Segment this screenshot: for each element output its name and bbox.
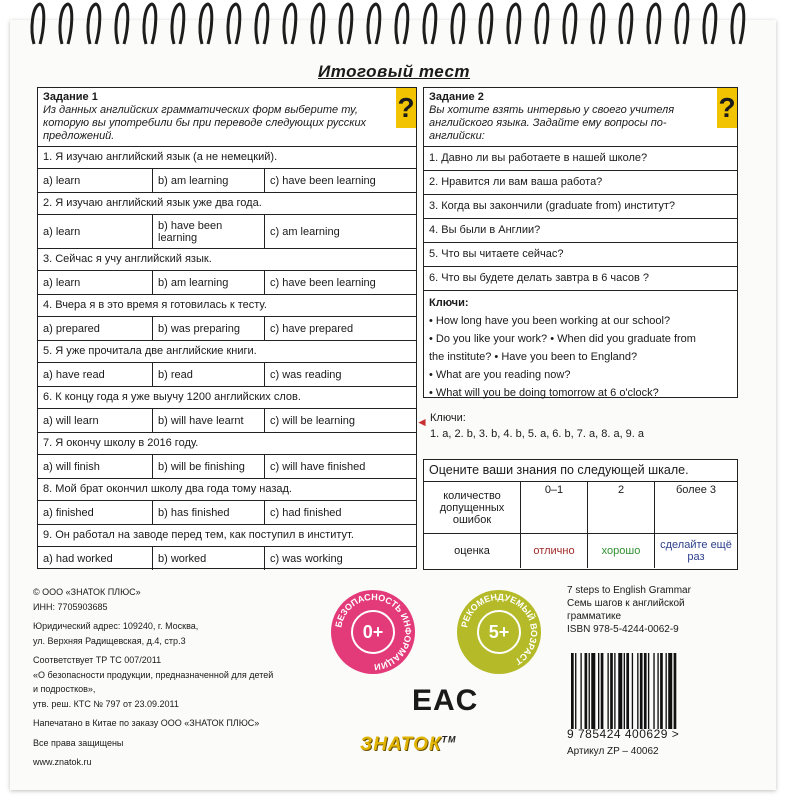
task2-question: 2. Нравится ли вам ваша работа?	[424, 170, 737, 194]
scale-errors-value: более 3	[655, 482, 738, 534]
task1-question: 3. Сейчас я учу английский язык.	[38, 248, 416, 270]
barcode-bar	[657, 653, 658, 729]
spiral-ring	[200, 4, 212, 44]
barcode-bar	[591, 653, 595, 729]
task1-options	[38, 454, 416, 478]
task1-keys-label: Ключи:	[430, 412, 466, 424]
grading-scale	[423, 459, 738, 570]
barcode-bar	[575, 653, 576, 729]
barcode-number: 9 785424 400629 >	[567, 727, 680, 741]
barcode	[567, 653, 711, 731]
task1-options	[38, 546, 416, 570]
barcode-bar	[580, 653, 581, 729]
arrow-left-icon: ◄	[416, 415, 428, 429]
scale-errors-value: 0–1	[521, 482, 588, 534]
spiral-ring	[676, 4, 688, 44]
barcode-bar	[618, 653, 622, 729]
book-info	[567, 584, 747, 636]
task1-option-c: c) have been learning	[270, 174, 376, 187]
task1-option-c: c) am learning	[270, 225, 340, 238]
website-link[interactable]: www.znatok.ru	[33, 757, 92, 767]
task1-option-b: b) will have learnt	[153, 409, 265, 432]
safety-badge-text: БЕЗОПАСНОСТЬ ИНФОРМАЦИИ	[333, 591, 414, 673]
task1-option-a: a) learn	[38, 215, 153, 248]
spiral-ring	[172, 4, 184, 44]
publisher-info-line: утв. реш. КТС № 797 от 23.09.2011	[33, 698, 179, 709]
book-info-line: 7 steps to English Grammar	[567, 585, 691, 596]
task1-option-b: b) am learning	[153, 271, 265, 294]
task2-key-line: • What are you reading now?	[429, 369, 571, 381]
barcode-bar	[624, 653, 625, 729]
spiral-ring	[116, 4, 128, 44]
task2-question: 4. Вы были в Англии?	[424, 218, 737, 242]
spiral-ring	[508, 4, 520, 44]
brand-logo	[360, 734, 457, 756]
spiral-ring	[620, 4, 632, 44]
task1-option-b: b) am learning	[153, 169, 265, 192]
scale-table	[424, 481, 737, 568]
publisher-info-line: Соответствует ТР ТС 007/2011	[33, 655, 162, 665]
task2-question: 1. Давно ли вы работаете в нашей школе?	[424, 146, 737, 170]
publisher-info-line: © ООО «ЗНАТОК ПЛЮС»	[33, 587, 141, 597]
task1-question: 5. Я уже прочитала две английские книги.	[38, 340, 416, 362]
publisher-info	[33, 586, 323, 771]
publisher-info-line: «О безопасности продукции, предназначенной для детей	[33, 669, 274, 680]
task2-questions	[424, 146, 737, 290]
spiral-ring	[452, 4, 464, 44]
barcode-bar	[601, 653, 604, 729]
spiral-ring	[256, 4, 268, 44]
task2-keys	[424, 290, 737, 405]
task1-option-a: a) have read	[38, 363, 153, 386]
task1-options	[38, 316, 416, 340]
page-title: Итоговый тест	[317, 62, 471, 81]
task1-options	[38, 500, 416, 524]
task1-option-c: c) have prepared	[270, 322, 354, 335]
task1-question: 4. Вчера я в это время я готовилась к тесту.	[38, 294, 416, 316]
barcode-bar	[571, 653, 574, 729]
task2-key-line: the institute? • Have you been to England?	[429, 351, 638, 363]
barcode-bar	[648, 653, 649, 729]
scale-grade-value: отлично	[521, 534, 588, 568]
task1-questions	[38, 146, 416, 570]
barcode-bar	[653, 653, 654, 729]
task2-instructions: Вы хотите взять интервью у своего учителя английского языка. Задайте ему вопросы по-английски:	[429, 104, 675, 142]
publisher-info-line: ИНН: 7705903685	[33, 601, 108, 612]
task2-heading: Задание 2	[429, 91, 484, 103]
barcode-bar	[610, 653, 613, 729]
spiral-ring	[592, 4, 604, 44]
task1-option-b: b) was preparing	[153, 317, 265, 340]
spiral-ring	[340, 4, 352, 44]
spiral-ring	[564, 4, 576, 44]
task2-key-line: • Do you like your work? • When did you graduate from	[429, 333, 696, 345]
spiral-ring	[144, 4, 156, 44]
task1-option-b: b) has finished	[153, 501, 265, 524]
book-info-line: Семь шагов к английской	[567, 598, 685, 609]
task1-options	[38, 270, 416, 294]
spiral-ring	[60, 4, 72, 44]
safety-badge-value: 0+	[351, 610, 395, 654]
task2-question: 5. Что вы читаете сейчас?	[424, 242, 737, 266]
spiral-ring	[312, 4, 324, 44]
spiral-ring	[536, 4, 548, 44]
task1-instructions: Из данных английских грамматических форм выберите ту, которую вы употребили бы при переводе следующих русских предложений.	[43, 104, 367, 142]
spiral-ring	[32, 4, 44, 44]
barcode-bar	[607, 653, 608, 729]
spiral-binding	[0, 0, 788, 52]
barcode-bar	[598, 653, 599, 729]
task1-option-c: c) was working	[270, 552, 343, 565]
barcode-bar	[637, 653, 638, 729]
publisher-info-line: Все права защищены	[33, 737, 124, 748]
task1-options	[38, 408, 416, 432]
question-mark-icon: ?	[396, 88, 416, 128]
age-badge	[457, 590, 541, 674]
task1-keys-values: 1. a, 2. b, 3. b, 4. b, 5. a, 6. b, 7. a, 8. a, 9. a	[430, 428, 645, 440]
publisher-info-line: и подростков»,	[33, 684, 96, 694]
task1-question: 7. Я окончу школу в 2016 году.	[38, 432, 416, 454]
book-info-line: ISBN 978-5-4244-0062-9	[567, 624, 679, 635]
spiral-ring	[480, 4, 492, 44]
barcode-bar	[614, 653, 615, 729]
task2-question: 6. Что вы будете делать завтра в 6 часов ?	[424, 266, 737, 290]
spiral-ring	[88, 4, 100, 44]
scale-errors-label: количество допущенных ошибок	[424, 482, 521, 534]
task1-option-c: c) had finished	[270, 506, 342, 519]
task1-option-a: a) prepared	[38, 317, 153, 340]
brand-name: ЗНАТОК	[360, 734, 442, 755]
publisher-info-line: ул. Верхняя Радищевская, д.4, стр.3	[33, 635, 186, 646]
task1-box	[37, 87, 417, 569]
spiral-ring	[732, 4, 744, 44]
task1-option-b: b) read	[153, 363, 265, 386]
task1-question: 6. К концу года я уже выучу 1200 английских слов.	[38, 386, 416, 408]
task1-option-a: a) will learn	[38, 409, 153, 432]
publisher-info-line: Юридический адрес: 109240, г. Москва,	[33, 621, 199, 631]
spiral-ring	[648, 4, 660, 44]
task1-question: 1. Я изучаю английский язык (а не немецкий).	[38, 146, 416, 168]
age-badge-text: РЕКОМЕНДУЕМЫЙ ВОЗРАСТ	[459, 591, 540, 667]
task1-option-a: a) will finish	[38, 455, 153, 478]
task2-key-line: • What will you be doing tomorrow at 6 o'clock?	[429, 387, 659, 399]
task1-question: 9. Он работал на заводе перед тем, как поступил в институт.	[38, 524, 416, 546]
task1-option-b: b) worked	[153, 547, 265, 570]
spiral-ring	[424, 4, 436, 44]
task1-options	[38, 214, 416, 248]
scale-grade-label: оценка	[424, 534, 521, 568]
task1-options	[38, 168, 416, 192]
scale-heading: Оцените ваши знания по следующей шкале.	[429, 463, 689, 477]
age-badge-value: 5+	[477, 610, 521, 654]
barcode-bar	[644, 653, 647, 729]
barcode-bar	[640, 653, 643, 729]
spiral-ring	[228, 4, 240, 44]
barcode-bar	[626, 653, 629, 729]
spiral-ring	[396, 4, 408, 44]
publisher-info-line: Напечатано в Китае по заказу ООО «ЗНАТОК ПЛЮС»	[33, 718, 260, 728]
spiral-ring	[368, 4, 380, 44]
task1-options	[38, 362, 416, 386]
safety-badge	[331, 590, 415, 674]
question-mark-icon: ?	[717, 88, 737, 128]
task1-option-b: b) will be finishing	[153, 455, 265, 478]
barcode-bar	[660, 653, 663, 729]
task1-option-b: b) have been learning	[153, 215, 265, 248]
barcode-bar	[585, 653, 588, 729]
barcode-bar	[632, 653, 633, 729]
task2-intro	[424, 88, 737, 146]
spiral-ring	[284, 4, 296, 44]
scale-errors-value: 2	[588, 482, 655, 534]
trademark: TM	[441, 734, 457, 745]
task1-option-c: c) will have finished	[270, 460, 366, 473]
task1-heading: Задание 1	[43, 91, 98, 103]
task1-option-a: a) learn	[38, 169, 153, 192]
eac-mark: EAC	[412, 684, 479, 717]
scale-grade-value: сделайте ещё раз	[655, 534, 738, 568]
task1-option-c: c) will be learning	[270, 414, 355, 427]
task2-keys-label: Ключи:	[429, 297, 469, 309]
task1-question: 8. Мой брат окончил школу два года тому назад.	[38, 478, 416, 500]
task1-intro	[38, 88, 416, 146]
task1-option-a: a) learn	[38, 271, 153, 294]
barcode-bar	[668, 653, 672, 729]
barcode-bar	[589, 653, 590, 729]
task1-keys	[416, 410, 645, 442]
task2-key-line: • How long have you been working at our school?	[429, 315, 671, 327]
task1-option-a: a) finished	[38, 501, 153, 524]
barcode-bar	[674, 653, 677, 729]
article-number: Артикул ZP – 40062	[567, 746, 659, 757]
task2-question: 3. Когда вы закончили (graduate from) институт?	[424, 194, 737, 218]
task1-option-c: c) have been learning	[270, 276, 376, 289]
scale-grade-value: хорошо	[588, 534, 655, 568]
barcode-bar	[666, 653, 667, 729]
book-info-line: грамматике	[567, 611, 622, 622]
task1-option-c: c) was reading	[270, 368, 342, 381]
spiral-ring	[704, 4, 716, 44]
task2-box	[423, 87, 738, 398]
task1-option-a: a) had worked	[38, 547, 153, 570]
task1-question: 2. Я изучаю английский язык уже два года.	[38, 192, 416, 214]
